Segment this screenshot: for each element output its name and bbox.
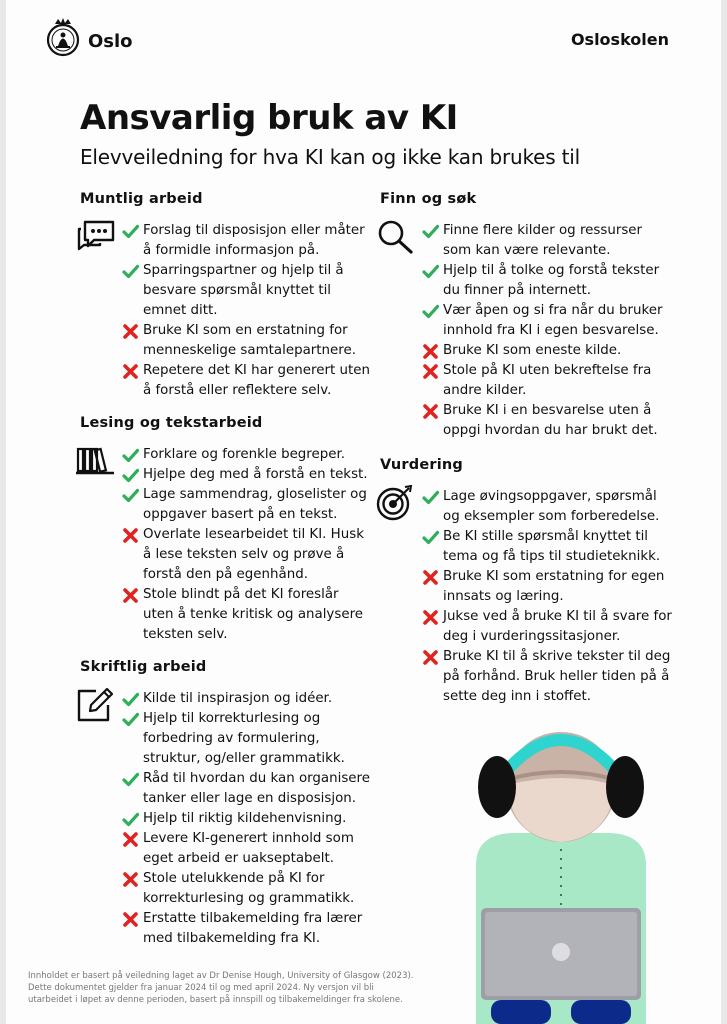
checkmark-icon bbox=[122, 711, 139, 728]
section-vurdering bbox=[380, 457, 672, 707]
item-text-line: og eksempler som forberedelse. bbox=[443, 509, 660, 524]
item-text-line: Be KI stille spørsmål knyttet til bbox=[443, 529, 649, 544]
item-text-line: menneskelige samtalepartnere. bbox=[143, 343, 356, 358]
item-text-line: oppgaver basert på en tekst. bbox=[143, 507, 338, 522]
checkmark-icon bbox=[122, 691, 139, 708]
section-items bbox=[80, 689, 370, 949]
checkmark-icon bbox=[422, 223, 439, 240]
allowed-item bbox=[122, 465, 368, 485]
allowed-item bbox=[122, 445, 368, 465]
section-heading: Lesing og tekstarbeid bbox=[80, 415, 263, 431]
checkmark-icon bbox=[422, 263, 439, 280]
item-text-line: Levere KI-generert innhold som bbox=[143, 831, 354, 846]
item-text-line: Forslag til disposisjon eller måter bbox=[143, 223, 365, 238]
section-items bbox=[80, 221, 370, 401]
item-text-line: Hjelp til riktig kildehenvisning. bbox=[143, 811, 347, 826]
item-text-line: teksten selv. bbox=[143, 627, 228, 642]
cross-icon bbox=[122, 587, 139, 604]
not-allowed-item bbox=[422, 341, 663, 361]
allowed-item bbox=[122, 261, 370, 321]
footer-line: Innholdet er basert på veiledning laget av Dr Denise Hough, University of Glasgow (2023). bbox=[28, 971, 414, 981]
item-text-line: forstå den på egenhånd. bbox=[143, 567, 308, 582]
item-text-line: Repetere det KI har generert uten bbox=[143, 363, 370, 378]
not-allowed-item bbox=[422, 401, 663, 441]
checkmark-icon bbox=[122, 487, 139, 504]
section-skriftlig-arbeid bbox=[80, 659, 370, 949]
item-text-line: Hjelp til korrekturlesing og bbox=[143, 711, 321, 726]
cross-icon bbox=[422, 569, 439, 586]
not-allowed-item bbox=[422, 607, 672, 647]
logo-text: Oslo bbox=[88, 30, 133, 52]
not-allowed-item bbox=[422, 361, 663, 401]
item-text-line: Kilde til inspirasjon og idéer. bbox=[143, 691, 333, 706]
cross-icon bbox=[422, 649, 439, 666]
section-lesing-og-tekstarbeid bbox=[80, 415, 368, 645]
checkmark-icon bbox=[122, 263, 139, 280]
item-text-line: Overlate lesearbeidet til KI. Husk bbox=[143, 527, 364, 542]
item-text-line: struktur, og/eller grammatikk. bbox=[143, 751, 345, 766]
item-text-line: du finner på internett. bbox=[443, 283, 592, 298]
item-text-line: Stole blindt på det KI foreslår bbox=[143, 587, 339, 602]
cross-icon bbox=[422, 403, 439, 420]
oslo-seal-icon bbox=[46, 18, 80, 58]
section-items bbox=[380, 487, 672, 707]
item-text-line: Forklare og forenkle begreper. bbox=[143, 447, 346, 462]
footer-note bbox=[28, 970, 428, 1006]
item-text-line: tanker eller lage en disposisjon. bbox=[143, 791, 357, 806]
item-text-line: Lage sammendrag, gloselister og bbox=[143, 487, 367, 502]
item-text-line: andre kilder. bbox=[443, 383, 527, 398]
checkmark-icon bbox=[122, 223, 139, 240]
item-text-line: eget arbeid er uakseptabelt. bbox=[143, 851, 334, 866]
allowed-item bbox=[422, 261, 663, 301]
item-text-line: å lese teksten selv og prøve å bbox=[143, 547, 345, 562]
cross-icon bbox=[122, 323, 139, 340]
item-text-line: Erstatte tilbakemelding fra lærer bbox=[143, 911, 363, 926]
not-allowed-item bbox=[122, 869, 370, 909]
item-text-line: Råd til hvordan du kan organisere bbox=[143, 771, 370, 786]
checkmark-icon bbox=[122, 447, 139, 464]
allowed-item bbox=[422, 221, 663, 261]
school-name: Osloskolen bbox=[570, 30, 669, 49]
item-text-line: Stole på KI uten bekreftelse fra bbox=[443, 363, 652, 378]
item-text-line: Lage øvingsoppgaver, spørsmål bbox=[443, 489, 657, 504]
section-heading: Vurdering bbox=[380, 457, 464, 473]
item-text-line: korrekturlesing og grammatikk. bbox=[143, 891, 355, 906]
item-text-line: Hjelp til å tolke og forstå tekster bbox=[443, 263, 660, 278]
item-text-line: Hjelpe deg med å forstå en tekst. bbox=[143, 467, 368, 482]
allowed-item bbox=[122, 809, 370, 829]
not-allowed-item bbox=[122, 321, 370, 361]
not-allowed-item bbox=[122, 909, 370, 949]
oslo-logo[interactable] bbox=[46, 18, 133, 58]
item-text-line: Sparringspartner og hjelp til å bbox=[143, 263, 344, 278]
item-text-line: besvare spørsmål knyttet til bbox=[143, 283, 332, 298]
item-text-line: sette deg inn i stoffet. bbox=[443, 689, 592, 704]
item-text-line: tema og få tips til studieteknikk. bbox=[443, 549, 661, 564]
checkmark-icon bbox=[122, 811, 139, 828]
magnifier-icon bbox=[376, 219, 416, 255]
item-text-line: å formidle informasjon på. bbox=[143, 243, 320, 258]
not-allowed-item bbox=[122, 585, 368, 645]
item-text-line: innhold fra KI i egen besvarelse. bbox=[443, 323, 659, 338]
allowed-item bbox=[122, 485, 368, 525]
item-text-line: Vær åpen og si fra når du bruker bbox=[443, 303, 663, 318]
item-text-line: emnet ditt. bbox=[143, 303, 218, 318]
page-subtitle: Elevveiledning for hva KI kan og ikke kan brukes til bbox=[80, 145, 581, 169]
checkmark-icon bbox=[122, 771, 139, 788]
books-icon bbox=[76, 443, 116, 479]
item-text-line: Bruke KI som en erstatning for bbox=[143, 323, 348, 338]
section-heading: Finn og søk bbox=[380, 191, 477, 207]
cross-icon bbox=[122, 911, 139, 928]
checkmark-icon bbox=[422, 303, 439, 320]
page-title: Ansvarlig bruk av KI bbox=[80, 98, 458, 138]
section-heading: Skriftlig arbeid bbox=[80, 659, 207, 675]
cross-icon bbox=[122, 527, 139, 544]
cross-icon bbox=[122, 363, 139, 380]
allowed-item bbox=[422, 301, 663, 341]
allowed-item bbox=[122, 709, 370, 769]
item-text-line: Bruke KI i en besvarelse uten å bbox=[443, 403, 652, 418]
allowed-item bbox=[122, 769, 370, 809]
checkmark-icon bbox=[422, 489, 439, 506]
item-text-line: Jukse ved å bruke KI til å svare for bbox=[443, 609, 672, 624]
item-text-line: å forstå eller reflektere selv. bbox=[143, 383, 332, 398]
not-allowed-item bbox=[122, 361, 370, 401]
item-text-line: Stole utelukkende på KI for bbox=[143, 871, 325, 886]
item-text-line: Bruke KI som eneste kilde. bbox=[443, 343, 622, 358]
item-text-line: uten å tenke kritisk og analysere bbox=[143, 607, 364, 622]
student-with-headphones-illustration bbox=[461, 715, 661, 1024]
cross-icon bbox=[422, 363, 439, 380]
not-allowed-item bbox=[122, 829, 370, 869]
item-text-line: Bruke KI til å skrive tekster til deg bbox=[443, 649, 671, 664]
checkmark-icon bbox=[422, 529, 439, 546]
item-text-line: deg i vurderingssitasjoner. bbox=[443, 629, 621, 644]
allowed-item bbox=[122, 689, 370, 709]
allowed-item bbox=[422, 487, 672, 527]
checkmark-icon bbox=[122, 467, 139, 484]
allowed-item bbox=[422, 527, 672, 567]
section-items bbox=[380, 221, 663, 441]
item-text-line: oppgi hvordan du har brukt det. bbox=[443, 423, 658, 438]
item-text-line: forbedring av formulering, bbox=[143, 731, 320, 746]
item-text-line: innsats og læring. bbox=[443, 589, 564, 604]
allowed-item bbox=[122, 221, 370, 261]
footer-line: utarbeidet i løpet av denne perioden, basert på innspill og tilbakemeldinger fra skolene. bbox=[28, 995, 403, 1005]
footer-line: Dette dokumentet gjelder fra januar 2024 til og med april 2024. Ny versjon vil bli bbox=[28, 983, 374, 993]
section-heading: Muntlig arbeid bbox=[80, 191, 203, 207]
item-text-line: på forhånd. Bruk heller tiden på å bbox=[443, 669, 670, 684]
pencil-edit-icon bbox=[76, 687, 116, 723]
not-allowed-item bbox=[422, 567, 672, 607]
speech-bubble-icon bbox=[76, 219, 116, 255]
section-finn-og-sok bbox=[380, 191, 663, 441]
target-icon bbox=[376, 485, 416, 521]
item-text-line: med tilbakemelding fra KI. bbox=[143, 931, 321, 946]
not-allowed-item bbox=[122, 525, 368, 585]
section-muntlig-arbeid bbox=[80, 191, 370, 401]
cross-icon bbox=[122, 871, 139, 888]
item-text-line: Finne flere kilder og ressurser bbox=[443, 223, 643, 238]
cross-icon bbox=[122, 831, 139, 848]
item-text-line: Bruke KI som erstatning for egen bbox=[443, 569, 665, 584]
item-text-line: som kan være relevante. bbox=[443, 243, 611, 258]
cross-icon bbox=[422, 609, 439, 626]
section-items bbox=[80, 445, 368, 645]
not-allowed-item bbox=[422, 647, 672, 707]
cross-icon bbox=[422, 343, 439, 360]
